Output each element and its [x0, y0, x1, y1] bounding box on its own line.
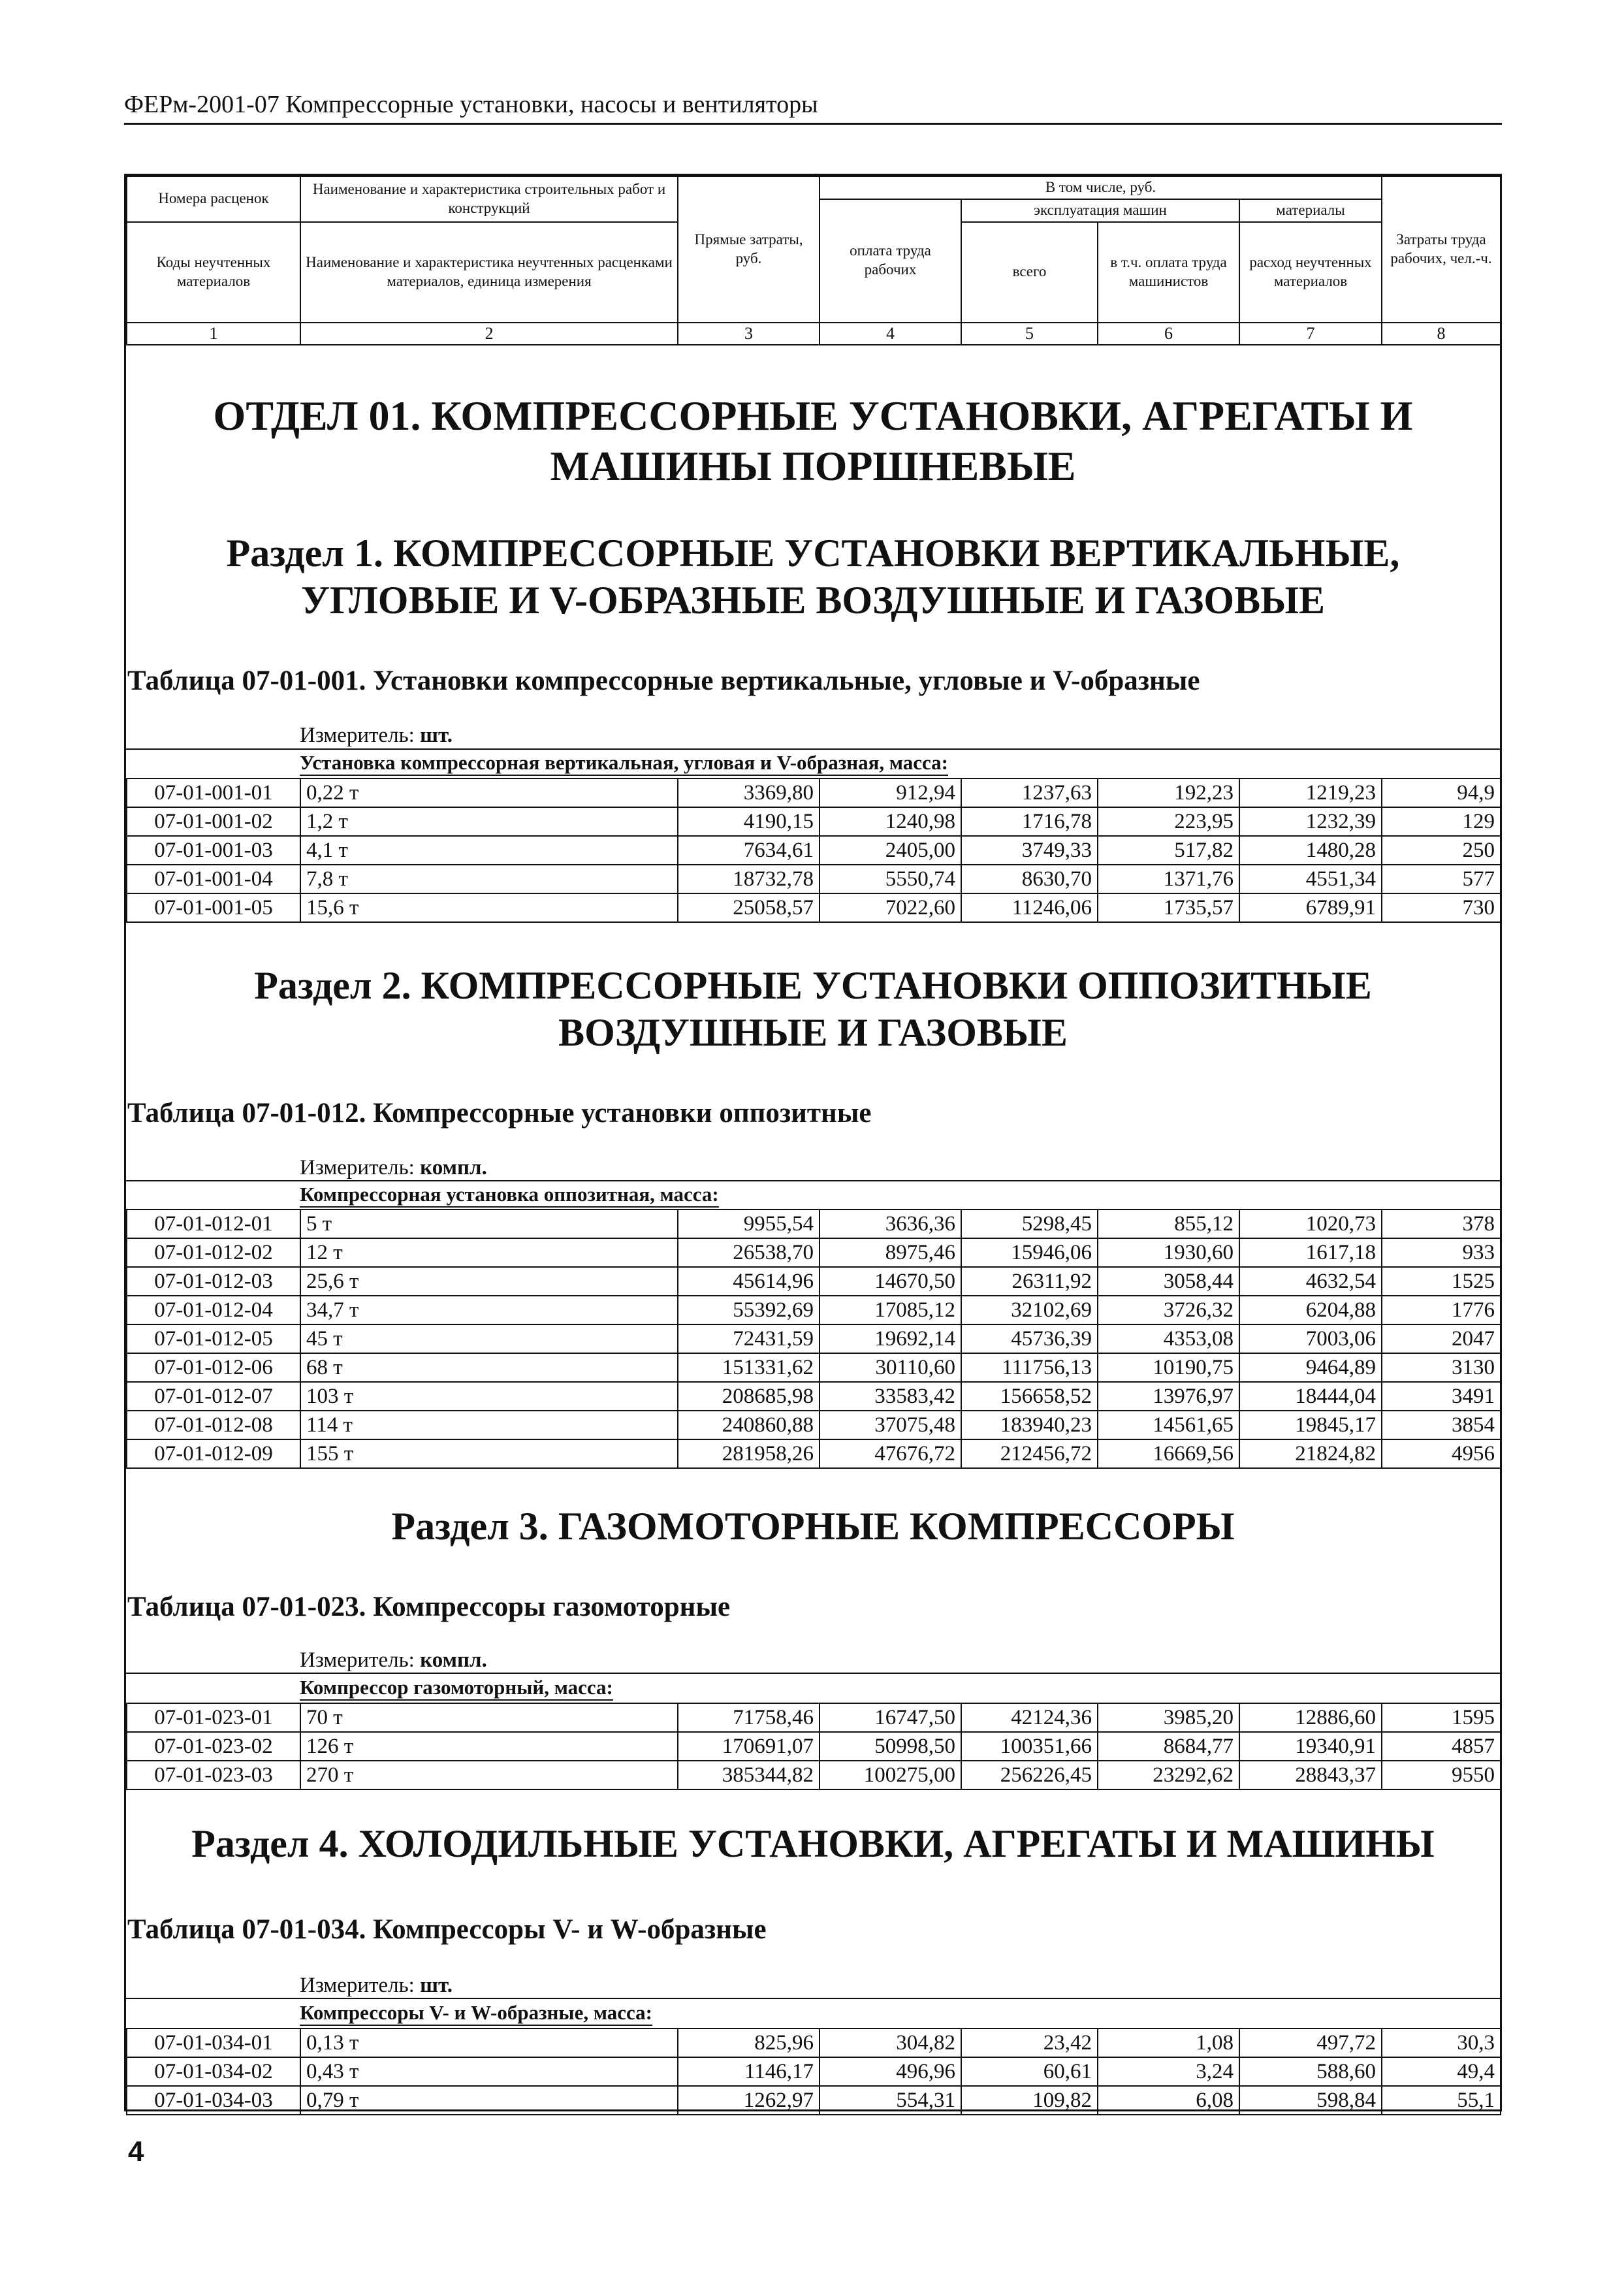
header-in-total: В том числе, руб. — [820, 176, 1382, 199]
labor-hours-cell: 3130 — [1382, 1353, 1501, 1382]
operator-pay-cell: 855,12 — [1098, 1210, 1239, 1238]
machine-total-cell: 32102,69 — [961, 1296, 1098, 1324]
worker-pay-cell: 7022,60 — [820, 893, 961, 922]
table-row — [127, 1703, 1501, 1732]
rate-code-cell: 07-01-012-02 — [127, 1238, 300, 1267]
material-usage-cell: 18444,04 — [1239, 1382, 1382, 1411]
operator-pay-cell: 4353,08 — [1098, 1324, 1239, 1353]
machine-total-cell: 1716,78 — [961, 807, 1098, 836]
unit-value: шт. — [420, 1974, 453, 1997]
worker-pay-cell: 2405,00 — [820, 836, 961, 865]
operator-pay-cell: 23292,62 — [1098, 1761, 1239, 1789]
worker-pay-cell: 554,31 — [820, 2086, 961, 2115]
table-row — [127, 1324, 1501, 1353]
direct-costs-cell: 240860,88 — [678, 1411, 820, 1439]
operator-pay-cell: 3985,20 — [1098, 1703, 1239, 1732]
column-number: 5 — [961, 323, 1098, 345]
table-row — [127, 1761, 1501, 1789]
material-usage-cell: 12886,60 — [1239, 1703, 1382, 1732]
rate-description-cell: 12 т — [300, 1238, 678, 1267]
direct-costs-cell: 9955,54 — [678, 1210, 820, 1238]
labor-hours-cell: 730 — [1382, 893, 1501, 922]
machine-total-cell: 1237,63 — [961, 778, 1098, 807]
rate-description-cell: 103 т — [300, 1382, 678, 1411]
material-usage-cell: 497,72 — [1239, 2028, 1382, 2057]
unit-label: Измеритель: — [300, 1156, 415, 1179]
column-header-table — [126, 176, 1501, 345]
rate-code-cell: 07-01-012-07 — [127, 1382, 300, 1411]
table-row — [127, 1382, 1501, 1411]
direct-costs-cell: 4190,15 — [678, 807, 820, 836]
column-number: 6 — [1098, 323, 1239, 345]
worker-pay-cell: 496,96 — [820, 2057, 961, 2086]
material-usage-cell: 1232,39 — [1239, 807, 1382, 836]
rate-code-cell: 07-01-001-04 — [127, 865, 300, 893]
unit-of-measure — [300, 1155, 487, 1181]
table-row — [127, 1267, 1501, 1296]
operator-pay-cell: 223,95 — [1098, 807, 1239, 836]
table-row — [127, 1210, 1501, 1238]
rate-description-cell: 5 т — [300, 1210, 678, 1238]
rate-code-cell: 07-01-012-05 — [127, 1324, 300, 1353]
labor-hours-cell: 378 — [1382, 1210, 1501, 1238]
page-number: 4 — [128, 2136, 144, 2168]
rate-code-cell: 07-01-001-01 — [127, 778, 300, 807]
direct-costs-cell: 825,96 — [678, 2028, 820, 2057]
direct-costs-cell: 18732,78 — [678, 865, 820, 893]
machine-total-cell: 15946,06 — [961, 1238, 1098, 1267]
rate-description-cell: 34,7 т — [300, 1296, 678, 1324]
rates-table — [126, 778, 1501, 923]
labor-hours-cell: 4857 — [1382, 1732, 1501, 1761]
rate-code-cell: 07-01-023-01 — [127, 1703, 300, 1732]
material-usage-cell: 4632,54 — [1239, 1267, 1382, 1296]
material-usage-cell: 1020,73 — [1239, 1210, 1382, 1238]
operator-pay-cell: 8684,77 — [1098, 1732, 1239, 1761]
table-row — [127, 2086, 1501, 2115]
worker-pay-cell: 8975,46 — [820, 1238, 961, 1267]
operator-pay-cell: 1371,76 — [1098, 865, 1239, 893]
rate-code-cell: 07-01-023-02 — [127, 1732, 300, 1761]
worker-pay-cell: 19692,14 — [820, 1324, 961, 1353]
rate-code-cell: 07-01-034-02 — [127, 2057, 300, 2086]
direct-costs-cell: 7634,61 — [678, 836, 820, 865]
operator-pay-cell: 1,08 — [1098, 2028, 1239, 2057]
rate-code-cell: 07-01-012-09 — [127, 1439, 300, 1468]
group-heading: Установка компрессорная вертикальная, угловая и V-образная, масса: — [300, 750, 948, 776]
table-row — [127, 2057, 1501, 2086]
machine-total-cell: 156658,52 — [961, 1382, 1098, 1411]
table-title: Таблица 07-01-001. Установки компрессорные вертикальные, угловые и V-образные — [127, 665, 1200, 696]
section-heading: Раздел 4. ХОЛОДИЛЬНЫЕ УСТАНОВКИ, АГРЕГАТЫ И МАШИНЫ — [191, 1822, 1435, 1865]
direct-costs-cell: 1262,97 — [678, 2086, 820, 2115]
labor-hours-cell: 129 — [1382, 807, 1501, 836]
material-usage-cell: 28843,37 — [1239, 1761, 1382, 1789]
column-number: 4 — [820, 323, 961, 345]
header-worker-pay: оплата труда рабочих — [820, 199, 961, 323]
table-row — [127, 1296, 1501, 1324]
header-material-usage: расход неучтенных материалов — [1239, 222, 1382, 323]
group-heading: Компрессорная установка оппозитная, масса: — [300, 1182, 719, 1208]
table-title: Таблица 07-01-012. Компрессорные установки оппозитные — [127, 1098, 872, 1129]
table-title: Таблица 07-01-023. Компрессоры газомоторные — [127, 1592, 731, 1622]
direct-costs-cell: 170691,07 — [678, 1732, 820, 1761]
table-row — [127, 865, 1501, 893]
unit-of-measure — [300, 723, 453, 749]
rate-code-cell: 07-01-023-03 — [127, 1761, 300, 1789]
worker-pay-cell: 304,82 — [820, 2028, 961, 2057]
worker-pay-cell: 5550,74 — [820, 865, 961, 893]
labor-hours-cell: 94,9 — [1382, 778, 1501, 807]
unit-of-measure — [300, 1648, 487, 1674]
rate-code-cell: 07-01-012-04 — [127, 1296, 300, 1324]
direct-costs-cell: 55392,69 — [678, 1296, 820, 1324]
rate-description-cell: 126 т — [300, 1732, 678, 1761]
header-materials: материалы — [1239, 199, 1382, 222]
labor-hours-cell: 4956 — [1382, 1439, 1501, 1468]
rate-code-cell: 07-01-001-03 — [127, 836, 300, 865]
rates-table — [126, 1703, 1501, 1790]
machine-total-cell: 212456,72 — [961, 1439, 1098, 1468]
labor-hours-cell: 933 — [1382, 1238, 1501, 1267]
table-row — [127, 893, 1501, 922]
table-row — [127, 1238, 1501, 1267]
table-row — [127, 1353, 1501, 1382]
worker-pay-cell: 30110,60 — [820, 1353, 961, 1382]
labor-hours-cell: 30,3 — [1382, 2028, 1501, 2057]
labor-hours-cell: 577 — [1382, 865, 1501, 893]
rate-description-cell: 0,79 т — [300, 2086, 678, 2115]
direct-costs-cell: 208685,98 — [678, 1382, 820, 1411]
operator-pay-cell: 3058,44 — [1098, 1267, 1239, 1296]
operator-pay-cell: 1735,57 — [1098, 893, 1239, 922]
unit-value: компл. — [420, 1648, 487, 1672]
rate-code-cell: 07-01-012-08 — [127, 1411, 300, 1439]
operator-pay-cell: 13976,97 — [1098, 1382, 1239, 1411]
unit-value: компл. — [420, 1156, 487, 1179]
rate-description-cell: 0,13 т — [300, 2028, 678, 2057]
table-top-rule — [126, 1180, 1500, 1181]
worker-pay-cell: 3636,36 — [820, 1210, 961, 1238]
worker-pay-cell: 16747,50 — [820, 1703, 961, 1732]
header-work-name: Наименование и характеристика строительных работ и конструкций — [300, 176, 678, 222]
table-row — [127, 778, 1501, 807]
rate-description-cell: 70 т — [300, 1703, 678, 1732]
table-row — [127, 1732, 1501, 1761]
worker-pay-cell: 14670,50 — [820, 1267, 961, 1296]
operator-pay-cell: 3726,32 — [1098, 1296, 1239, 1324]
operator-pay-cell: 14561,65 — [1098, 1411, 1239, 1439]
column-number: 8 — [1382, 323, 1501, 345]
direct-costs-cell: 71758,46 — [678, 1703, 820, 1732]
operator-pay-cell: 192,23 — [1098, 778, 1239, 807]
rate-description-cell: 114 т — [300, 1411, 678, 1439]
section-heading: Раздел 3. ГАЗОМОТОРНЫЕ КОМПРЕССОРЫ — [391, 1505, 1235, 1548]
material-usage-cell: 19340,91 — [1239, 1732, 1382, 1761]
rates-table — [126, 1209, 1501, 1469]
rate-code-cell: 07-01-012-03 — [127, 1267, 300, 1296]
machine-total-cell: 11246,06 — [961, 893, 1098, 922]
group-heading: Компрессоры V- и W-образные, масса: — [300, 2000, 652, 2026]
direct-costs-cell: 151331,62 — [678, 1353, 820, 1382]
rate-description-cell: 45 т — [300, 1324, 678, 1353]
rate-description-cell: 0,43 т — [300, 2057, 678, 2086]
operator-pay-cell: 1930,60 — [1098, 1238, 1239, 1267]
labor-hours-cell: 55,1 — [1382, 2086, 1501, 2115]
direct-costs-cell: 72431,59 — [678, 1324, 820, 1353]
rate-code-cell: 07-01-012-06 — [127, 1353, 300, 1382]
material-usage-cell: 9464,89 — [1239, 1353, 1382, 1382]
worker-pay-cell: 37075,48 — [820, 1411, 961, 1439]
table-title: Таблица 07-01-034. Компрессоры V- и W-образные — [127, 1914, 767, 1945]
section-heading: Раздел 2. КОМПРЕССОРНЫЕ УСТАНОВКИ ОППОЗИТНЫЕ ВОЗДУШНЫЕ И ГАЗОВЫЕ — [254, 964, 1372, 1054]
operator-pay-cell: 16669,56 — [1098, 1439, 1239, 1468]
machine-total-cell: 3749,33 — [961, 836, 1098, 865]
machine-total-cell: 45736,39 — [961, 1324, 1098, 1353]
table-row — [127, 1411, 1501, 1439]
worker-pay-cell: 912,94 — [820, 778, 961, 807]
rates-table — [126, 2028, 1501, 2115]
machine-total-cell: 42124,36 — [961, 1703, 1098, 1732]
header-machine-total: всего — [961, 222, 1098, 323]
rate-description-cell: 1,2 т — [300, 807, 678, 836]
direct-costs-cell: 281958,26 — [678, 1439, 820, 1468]
material-usage-cell: 1480,28 — [1239, 836, 1382, 865]
material-usage-cell: 598,84 — [1239, 2086, 1382, 2115]
machine-total-cell: 26311,92 — [961, 1267, 1098, 1296]
running-header: ФЕРм-2001-07 Компрессорные установки, насосы и вентиляторы — [124, 91, 1502, 125]
labor-hours-cell: 49,4 — [1382, 2057, 1501, 2086]
direct-costs-cell: 385344,82 — [678, 1761, 820, 1789]
rate-code-cell: 07-01-001-05 — [127, 893, 300, 922]
material-usage-cell: 588,60 — [1239, 2057, 1382, 2086]
direct-costs-cell: 3369,80 — [678, 778, 820, 807]
rate-code-cell: 07-01-001-02 — [127, 807, 300, 836]
machine-total-cell: 183940,23 — [961, 1411, 1098, 1439]
rate-code-cell: 07-01-012-01 — [127, 1210, 300, 1238]
labor-hours-cell: 9550 — [1382, 1761, 1501, 1789]
rate-description-cell: 4,1 т — [300, 836, 678, 865]
machine-total-cell: 5298,45 — [961, 1210, 1098, 1238]
labor-hours-cell: 1595 — [1382, 1703, 1501, 1732]
unit-value: шт. — [420, 724, 453, 747]
table-row — [127, 1439, 1501, 1468]
header-material-codes: Коды неучтенных материалов — [127, 222, 300, 323]
unit-label: Измеритель: — [300, 724, 415, 747]
header-material-name: Наименование и характеристика неучтенных расценками материалов, единица измерения — [300, 222, 678, 323]
labor-hours-cell: 250 — [1382, 836, 1501, 865]
material-usage-cell: 6789,91 — [1239, 893, 1382, 922]
worker-pay-cell: 33583,42 — [820, 1382, 961, 1411]
rate-description-cell: 25,6 т — [300, 1267, 678, 1296]
worker-pay-cell: 100275,00 — [820, 1761, 961, 1789]
direct-costs-cell: 26538,70 — [678, 1238, 820, 1267]
labor-hours-cell: 2047 — [1382, 1324, 1501, 1353]
column-number: 2 — [300, 323, 678, 345]
header-operator-pay: в т.ч. оплата труда машинистов — [1098, 222, 1239, 323]
machine-total-cell: 256226,45 — [961, 1761, 1098, 1789]
header-machine-operation: эксплуатация машин — [961, 199, 1239, 222]
operator-pay-cell: 10190,75 — [1098, 1353, 1239, 1382]
labor-hours-cell: 1525 — [1382, 1267, 1501, 1296]
operator-pay-cell: 3,24 — [1098, 2057, 1239, 2086]
machine-total-cell: 23,42 — [961, 2028, 1098, 2057]
rate-description-cell: 270 т — [300, 1761, 678, 1789]
column-number: 3 — [678, 323, 820, 345]
unit-label: Измеритель: — [300, 1648, 415, 1672]
rate-description-cell: 68 т — [300, 1353, 678, 1382]
labor-hours-cell: 3491 — [1382, 1382, 1501, 1411]
rate-code-cell: 07-01-034-01 — [127, 2028, 300, 2057]
operator-pay-cell: 6,08 — [1098, 2086, 1239, 2115]
machine-total-cell: 111756,13 — [961, 1353, 1098, 1382]
rate-description-cell: 0,22 т — [300, 778, 678, 807]
table-top-rule — [126, 1673, 1500, 1674]
header-labor-costs: Затраты труда рабочих, чел.-ч. — [1382, 176, 1501, 323]
labor-hours-cell: 1776 — [1382, 1296, 1501, 1324]
machine-total-cell: 100351,66 — [961, 1732, 1098, 1761]
material-usage-cell: 7003,06 — [1239, 1324, 1382, 1353]
table-row — [127, 836, 1501, 865]
unit-of-measure — [300, 1973, 453, 1999]
rate-description-cell: 15,6 т — [300, 893, 678, 922]
worker-pay-cell: 1240,98 — [820, 807, 961, 836]
material-usage-cell: 19845,17 — [1239, 1411, 1382, 1439]
material-usage-cell: 21824,82 — [1239, 1439, 1382, 1468]
section-heading: Раздел 1. КОМПРЕССОРНЫЕ УСТАНОВКИ ВЕРТИКАЛЬНЫЕ, УГЛОВЫЕ И V-ОБРАЗНЫЕ ВОЗДУШНЫЕ И ГАЗОВЫЕ — [226, 532, 1400, 622]
table-row — [127, 807, 1501, 836]
material-usage-cell: 1219,23 — [1239, 778, 1382, 807]
direct-costs-cell: 25058,57 — [678, 893, 820, 922]
worker-pay-cell: 50998,50 — [820, 1732, 961, 1761]
material-usage-cell: 4551,34 — [1239, 865, 1382, 893]
worker-pay-cell: 47676,72 — [820, 1439, 961, 1468]
document-frame — [124, 174, 1502, 2111]
material-usage-cell: 1617,18 — [1239, 1238, 1382, 1267]
group-heading: Компрессор газомоторный, масса: — [300, 1675, 613, 1701]
column-number: 1 — [127, 323, 300, 345]
unit-label: Измеритель: — [300, 1974, 415, 1997]
table-top-rule — [126, 1998, 1500, 1999]
machine-total-cell: 8630,70 — [961, 865, 1098, 893]
rate-description-cell: 155 т — [300, 1439, 678, 1468]
machine-total-cell: 60,61 — [961, 2057, 1098, 2086]
direct-costs-cell: 1146,17 — [678, 2057, 820, 2086]
table-top-rule — [126, 748, 1500, 750]
header-direct-costs: Прямые затраты, руб. — [678, 176, 820, 323]
machine-total-cell: 109,82 — [961, 2086, 1098, 2115]
labor-hours-cell: 3854 — [1382, 1411, 1501, 1439]
rate-code-cell: 07-01-034-03 — [127, 2086, 300, 2115]
department-heading: ОТДЕЛ 01. КОМПРЕССОРНЫЕ УСТАНОВКИ, АГРЕГАТЫ И МАШИНЫ ПОРШНЕВЫЕ — [213, 393, 1413, 489]
header-rate-numbers: Номера расценок — [127, 176, 300, 222]
material-usage-cell: 6204,88 — [1239, 1296, 1382, 1324]
column-number: 7 — [1239, 323, 1382, 345]
operator-pay-cell: 517,82 — [1098, 836, 1239, 865]
direct-costs-cell: 45614,96 — [678, 1267, 820, 1296]
worker-pay-cell: 17085,12 — [820, 1296, 961, 1324]
rate-description-cell: 7,8 т — [300, 865, 678, 893]
table-row — [127, 2028, 1501, 2057]
